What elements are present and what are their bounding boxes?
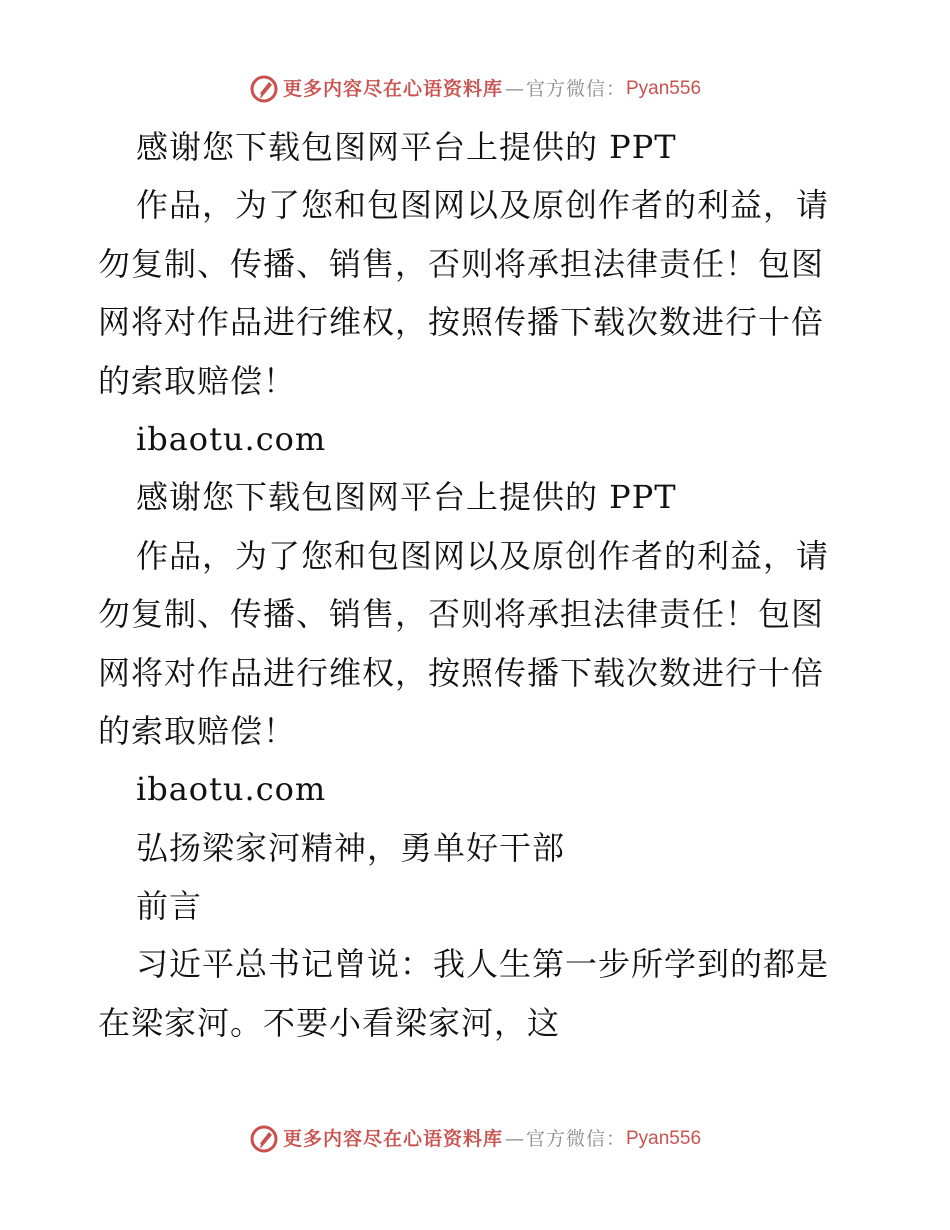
watermark-official-label: 官方微信：	[525, 1128, 626, 1150]
header-watermark	[0, 74, 950, 104]
paragraph-line: 的索取赔偿！	[98, 361, 297, 400]
watermark-wechat-id: Pyan556	[626, 78, 702, 99]
paragraph-line: 感谢您下载包图网平台上提供的 PPT	[136, 478, 677, 517]
document-title: 弘扬梁家河精神，勇单好干部	[136, 828, 566, 867]
paragraph-line: 网将对作品进行维权，按照传播下载次数进行十倍	[98, 303, 825, 342]
watermark-dash: —	[504, 78, 524, 100]
paragraph-line: 网将对作品进行维权，按照传播下载次数进行十倍	[98, 653, 825, 692]
section-heading: 前言	[136, 887, 203, 926]
watermark-official-label: 官方微信：	[525, 78, 626, 100]
website-line: ibaotu.com	[136, 770, 327, 809]
watermark-wechat-id: Pyan556	[626, 1128, 702, 1149]
paragraph-line: 的索取赔偿！	[98, 711, 297, 750]
website-line: ibaotu.com	[136, 419, 327, 458]
watermark-main-text: 更多内容尽在心语资料库	[282, 78, 503, 100]
document-body	[98, 118, 858, 1052]
paragraph-line: 在梁家河。不要小看梁家河，这	[98, 1003, 561, 1042]
watermark-main-text: 更多内容尽在心语资料库	[282, 1128, 503, 1150]
quill-logo-icon	[249, 74, 279, 104]
footer-watermark	[0, 1124, 950, 1154]
quill-logo-icon	[249, 1124, 279, 1154]
paragraph-line: 感谢您下载包图网平台上提供的 PPT	[136, 128, 677, 166]
paragraph-line: 习近平总书记曾说：我人生第一步所学到的都是	[136, 945, 830, 984]
watermark-dash: —	[504, 1128, 524, 1150]
paragraph-line: 作品，为了您和包图网以及原创作者的利益，请	[136, 536, 830, 575]
paragraph-line: 作品，为了您和包图网以及原创作者的利益，请	[136, 186, 830, 225]
paragraph-line: 勿复制、传播、销售，否则将承担法律责任！包图	[98, 595, 825, 634]
paragraph-line: 勿复制、传播、销售，否则将承担法律责任！包图	[98, 244, 825, 283]
